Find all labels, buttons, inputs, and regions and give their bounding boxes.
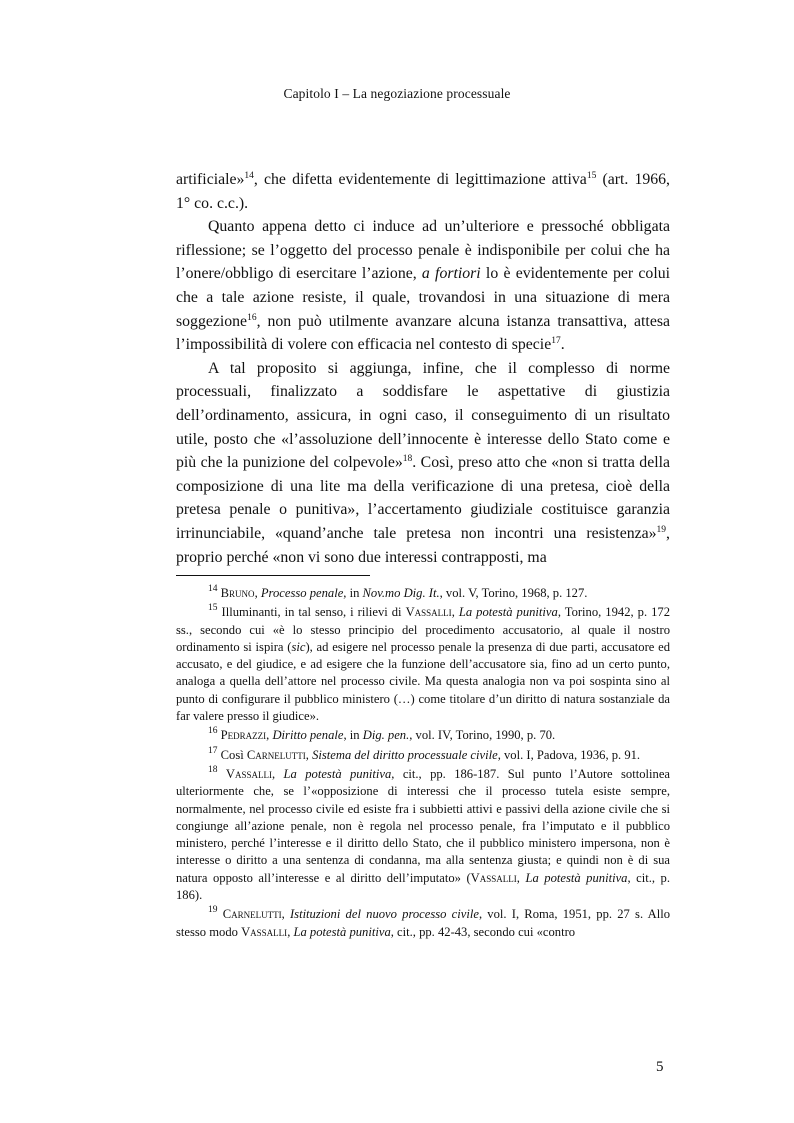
paragraph-1 <box>176 168 670 215</box>
footnote-number: 19 <box>208 905 218 916</box>
text-run: (art. 1966, 1° co. c.c.). <box>176 171 670 212</box>
footnote-ref-16: 16 <box>247 312 257 323</box>
footnote-separator <box>176 575 370 576</box>
text-run: , proprio perché «non vi sono due interessi contrapposti, ma <box>176 524 670 566</box>
text-run: , <box>516 870 526 885</box>
title: Istituzioni del nuovo processo civile <box>289 907 479 922</box>
source: Dig. pen. <box>362 728 410 743</box>
text-run: , <box>254 586 261 600</box>
text-run: , non può utilmente avanzare alcuna istanza transattiva, attesa l’impossibilità di volere con efficacia nel contesto di specie <box>176 312 670 354</box>
author: Vassalli <box>470 870 517 885</box>
page-number: 5 <box>656 1059 664 1075</box>
paragraph-2 <box>176 215 670 357</box>
text-run: , <box>305 747 313 762</box>
author: Bruno <box>220 586 255 600</box>
title: Diritto penale <box>272 728 344 743</box>
main-text <box>176 168 670 569</box>
footnote-number: 15 <box>208 603 218 614</box>
text-run: , in <box>343 728 363 743</box>
title: Sistema del diritto processuale civile <box>312 747 498 762</box>
text-run: . <box>560 336 565 354</box>
author: Carnelutti <box>222 907 282 922</box>
author: Vassalli <box>241 924 288 939</box>
source: Nov.mo Dig. It. <box>362 586 440 600</box>
footnote-ref-18: 18 <box>402 454 413 465</box>
footnote-ref-19: 19 <box>656 524 667 535</box>
author: Vassalli <box>225 766 272 781</box>
text-run: artificiale» <box>176 171 245 188</box>
footnote-17 <box>176 747 670 764</box>
title: La potestà punitiva <box>293 924 391 939</box>
footnote-ref-15: 15 <box>586 171 597 181</box>
running-head: Capitolo I – La negoziazione processuale <box>283 86 511 101</box>
title: La potestà punitiva <box>283 766 392 781</box>
title: Processo penale <box>260 586 344 600</box>
author: Vassalli <box>405 605 452 620</box>
text-run: , vol. I, Roma, 1951, pp. 27 s. Allo stesso modo <box>176 907 670 939</box>
footnotes <box>176 585 670 943</box>
text-run: , vol. IV, Torino, 1990, p. 70. <box>409 728 556 743</box>
footnote-number: 14 <box>208 584 218 594</box>
author: Carnelutti <box>246 747 306 762</box>
footnote-number: 18 <box>208 764 218 775</box>
title: La potestà punitiva <box>525 870 628 885</box>
footnote-ref-14: 14 <box>244 171 254 181</box>
text-run: , cit., pp. 42-43, secondo cui «contro <box>390 924 576 939</box>
text-run: Così <box>217 747 247 762</box>
text-run: Quanto appena detto ci induce ad un’ulteriore e pressoché obbligata riflessione; se l’oggetto del processo penale è indisponibile per colui che ha l’onere/obbligo di esercitare l’azione, <box>176 218 670 283</box>
text-run: , in <box>343 586 363 600</box>
footnote-number: 17 <box>208 745 218 756</box>
text-run: A tal proposito si aggiunga, infine, che il complesso di norme processuali, finalizzato a soddisfare le aspettative di giustizia dell’ordinamento, assicura, in ogni caso, il conseguimento di un risultato utile, posto che «l’assoluzione dell’innocente è interesse dello Stato come e più che la punizione del colpevole» <box>176 359 670 472</box>
emphasis: a fortiori <box>421 265 481 283</box>
sic: sic <box>291 639 306 654</box>
footnote-15 <box>176 604 670 725</box>
text-run: , cit., pp. 186-187. Sul punto l’Autore sottolinea ulteriormente che, se l’«opposizione di interessi che il processo tutela esiste sempre, normalmente, nel processo civile ed esiste fra i subbietti attivi e passivi della azione civile che si congiunge all’azione penale, non è regola nel processo penale, fra l’imputato e il pubblico ministero, perché l’interesse e il diritto dello Stato, che il pubblico ministero impersona, non è interesse o diritto a una sentenza di condanna, ma alla sentenza giusta; e quindi non è di sua natura opposto all’interesse e al diritto dell’imputato» ( <box>176 766 670 885</box>
text-run: Illuminanti, in tal senso, i rilievi di <box>217 605 406 620</box>
footnote-14 <box>176 585 670 602</box>
text-run: , vol. I, Padova, 1936, p. 91. <box>497 747 641 762</box>
text-run: . Così, preso atto che «non si tratta della composizione di una lite ma della verificazione di una pretesa, cioè della pretesa penale o punitiva», l’accertamento giudiziale costituisce garanzia irrinunciabile, «quand’anche tale pretesa non incontri una resistenza» <box>176 454 670 542</box>
text-run: , Torino, 1942, p. 172 ss., secondo cui «è lo stesso principio del procedimento accusatorio, al quale il nostro ordinamento si ispira ( <box>176 605 670 654</box>
text-run: , <box>281 907 290 922</box>
text-run: , <box>287 924 294 939</box>
title: La potestà punitiva <box>458 605 558 620</box>
footnote-ref-17: 17 <box>551 336 561 347</box>
footnote-number: 16 <box>208 726 218 737</box>
text-run: , <box>266 728 273 743</box>
footnote-19 <box>176 906 670 941</box>
footnote-16 <box>176 727 670 744</box>
text-run: lo è evidentemente per colui che a tale azione resiste, il quale, trovandosi in una situazione di mera soggezione <box>176 265 671 330</box>
author: Pedrazzi <box>220 728 267 743</box>
text-run: , cit., p. 186). <box>176 870 670 903</box>
text-run: , <box>451 605 459 620</box>
text-run: ), ad esigere nel processo penale la presenza di due parti, accusatore ed accusato, e del giudice, e ad esigere che la funzione dell’accusatore sia, fino ad un certo punto, analoga a quella dell’attore nel processo civile. Ma questa analogia non va poi sospinta sino al punto di configurare il pubblico ministero (…) come titolare d’un diritto di natura sostanziale da far valere presso il giudice». <box>176 639 670 724</box>
paragraph-3 <box>176 357 670 569</box>
text-run: , che difetta evidentemente di legittimazione attiva <box>253 171 587 188</box>
text-run: , vol. V, Torino, 1968, p. 127. <box>439 586 588 600</box>
text-run: , <box>272 766 284 781</box>
footnote-18 <box>176 766 670 904</box>
